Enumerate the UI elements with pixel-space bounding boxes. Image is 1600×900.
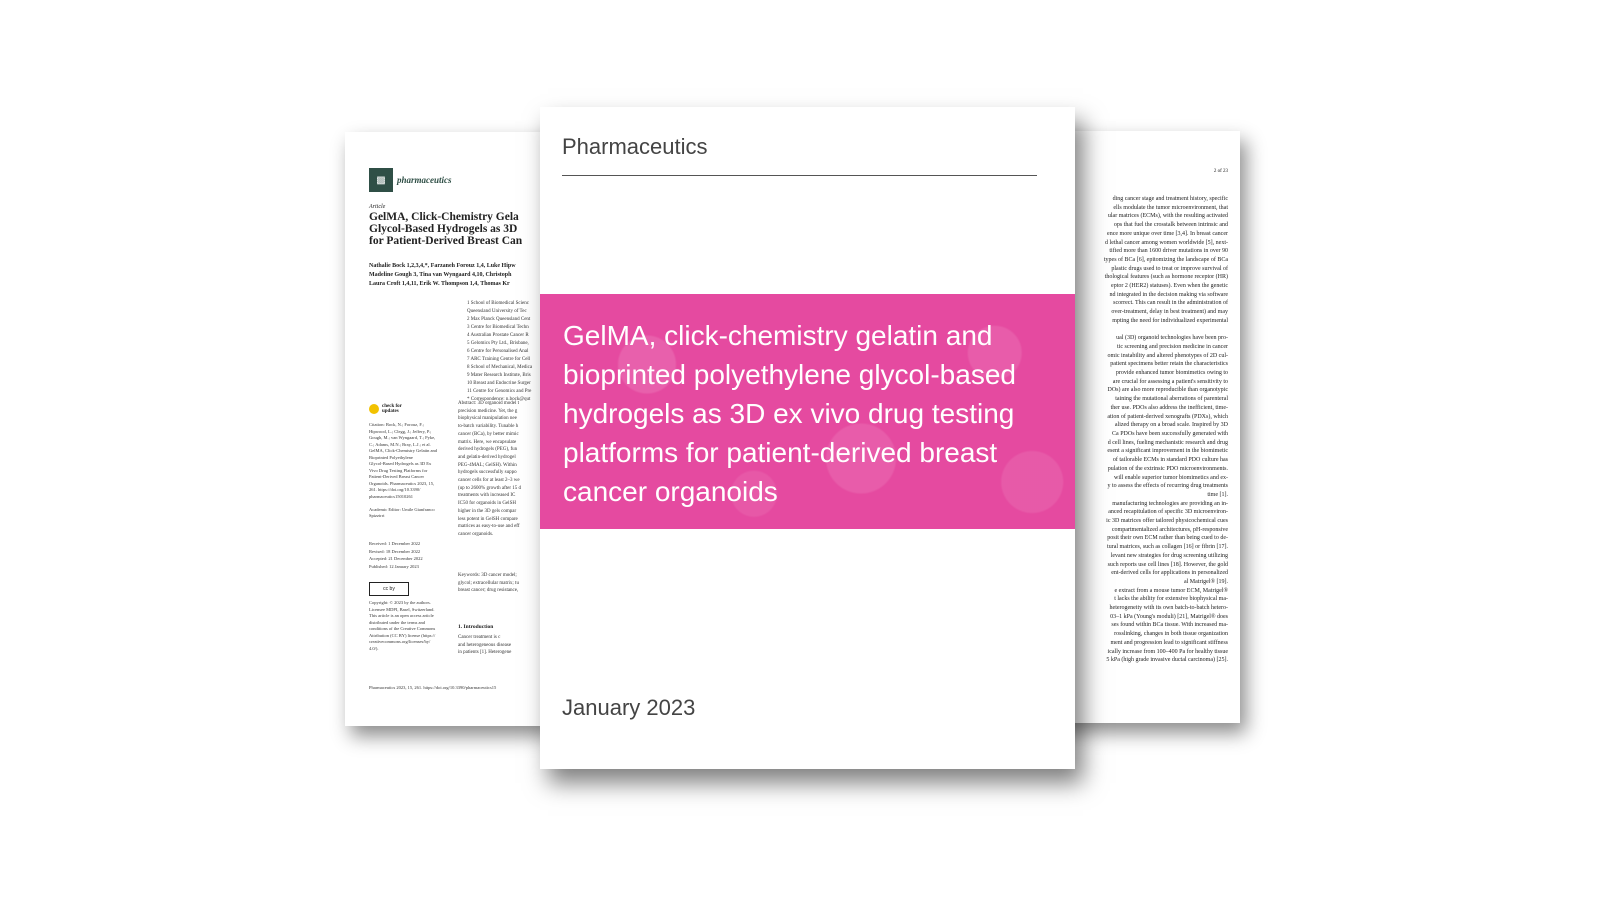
check-updates-icon bbox=[369, 404, 379, 414]
cover-title: GelMA, click-chemistry gelatin and bioprinted polyethylene glycol-based hydrogels as 3D ex vivo drug testing platforms for patient-derived breast cancer organoids bbox=[563, 320, 1016, 507]
keywords: Keywords: 3D cancer model; glycol; extracellular matrix; tu breast cancer; drug resistance, bbox=[458, 573, 519, 594]
journal-name: pharmaceutics bbox=[397, 175, 452, 185]
citation-block: Citation: Bock, N.; Forouz, F.; Hipwood, L.; Clegg, J.; Jeffery, P.; Gough, M.; van Wyngaard, T.; Pyke, C.; Adams, M.N.; Bray, L.J.; et al. GelMA, Click-Chemistry Gelatin and Bioprinted Polyethylene Glycol-Based Hydrogels as 3D Ex Vivo Drug Testing Platforms for Patient-Derived Breast Cancer Organoids. Pharmaceutics 2023, 15, 261. https://doi.org/10.3390/ pharmaceutics15010261 Academic Editor: Umile Gianfranco Spizzirri bbox=[369, 422, 437, 518]
paper-title: GelMA, Click-Chemistry Gela Glycol-Based Hydrogels as 3D for Patient-Derived Breast Can bbox=[369, 211, 523, 247]
cover-divider bbox=[562, 175, 1037, 176]
page-number: 2 of 23 bbox=[1213, 169, 1228, 174]
affiliations: 1 School of Biomedical Scienc Queensland University of Tec 2 Max Planck Queensland Cent 3 Centre for Biomedical Techn 4 Australian Prostate Cancer R 5 Gelomics Pty Ltd., Brisbane, 6 Centre for Personalised Anal 7 ARC Training Centre for Cell 8 School of Mechanical, Medica 9 Mater Research Institute, Bris 10 Breast and Endocrine Surger 11 Centre for Genomics and Pre * Correspondence: n.bock@qut bbox=[467, 301, 533, 402]
footer-citation: Pharmaceutics 2023, 15, 261. https://doi.org/10.3390/pharmaceutics15 bbox=[369, 685, 497, 690]
cc-license-badge: cc by bbox=[369, 582, 409, 596]
publication-dates: Received: 1 December 2022 Revised: 18 December 2022 Accepted: 21 December 2022 Published: 12 January 2023 bbox=[369, 541, 423, 569]
body-text: ding cancer stage and treatment history, specific ells modulate the tumor microenvironment, that ular matrices (ECMs), with the resulting activated ops that fuel the crosstalk between intrinsic and ence more unique over time [3,4]. In breast cancer d lethal cancer among women worldwide [5], next- tified more than 1600 driver mutations in over 90 types of BCa [6], epitomizing the landscape of BCa plastic drugs used to treat or improve survival of thological features (such as hormone receptor (HR) eptor 2 (HER2) statuses). Even when the genetic nd integrated in the decision making via software scorrect. This can result in the administration of over-treatment, delay in best treatment) and may mpting the need for individualized experimental ual (3D) organoid technologies have been pro- tic screening and precision medicine in cancer omic instability and altered phenotypes of 2D cul- patient specimens better retain the characteristics provide enhanced tumor biomimetics owing to are crucial for assessing a patient's sensitivity to DOs) are also more reproducible than organotypic taining the mutational aberrations of parenteral ther use. PDOs also address the inefficient, time- ation of patient-derived xenografts (PDXs), which alized therapy on a broad scale. Inspired by 3D Ca PDOs have been successfully generated with d cell lines, fueling mechanistic research and drug esent a significant improvement in the biomimetic of tailorable ECMs in standard PDO culture has pulation of the extrinsic PDO microenvironments. will enable superior tumor biomimetics and ex- y to assess the effects of recurring drug treatments time [1]. manufacturing technologies are providing an in- anced recapitulation of specific 3D microenviron- ic 3D matrices offer tailored physicochemical cues compartmentalized architectures, pH-responsive posit their own ECM rather than being cued to de- tural matrices, such as collagen [16] or fibrin [17]. levant new strategies for drug screening utilizing such reports use cell lines [18]. However, the gold ent-derived cells for applications in personalized al Matrigel® [19]. e extract from a mouse tumor ECM, Matrigel® t lacks the ability for extensive biophysical ma- heterogeneity with its own batch-to-batch hetero- 03–1 kPa (Young's moduli) [21], Matrigel® does ses found within BCa tissue. With increased ma- rosslinking, changes in both tissue organization ment and progression lead to significant stiffness ically increase from 100–400 Pa for healthy tissue 5 kPa (high grade invasive ductal carcinoma) [25]. bbox=[1103, 196, 1228, 664]
journal-logo bbox=[369, 168, 452, 192]
cover-date: January 2023 bbox=[562, 695, 696, 720]
article-type: Article bbox=[369, 204, 386, 210]
introduction-text: Cancer treatment is c and heterogeneous disease in patients [1]. Heterogene bbox=[458, 635, 512, 656]
article-first-page bbox=[345, 132, 550, 726]
abstract: Abstract: 3D organoid model t precision medicine. Yet, the g biophysical manipulation nee to-batch variability. Tunable h cancer (BCa), by better mimic matrix. Here, we encapsulate derived hydrogels (PEG), fun and gelatin-derived hydrogel PEG-4MAL; GelSH). Within hydrogels successfully suppo cancer cells for at least 2–3 we (up to 2600% growth after 15 d treatments with increased IC IC50 for organoids in GelSH higher in the 3D gels compar less potent in GelSH compare matrices as easy-to-use and eff cancer organoids. bbox=[458, 401, 522, 537]
cover-page bbox=[540, 107, 1075, 769]
check-updates-label: check for updates bbox=[382, 404, 402, 414]
journal-logo-icon: ▩ bbox=[369, 168, 393, 192]
copyright-notice: Copyright: © 2023 by the authors. Licensee MDPI, Basel, Switzerland. This article is an open access article distributed under the terms and conditions of the Creative Commons Attribution (CC BY) license (https:// creativecommons.org/licenses/by/ 4.0/). bbox=[369, 600, 436, 651]
introduction-heading: 1. Introduction bbox=[458, 624, 494, 630]
title-band bbox=[540, 294, 1075, 529]
cover-journal-name: Pharmaceutics bbox=[562, 134, 708, 159]
paper-authors: Nathalie Bock 1,2,3,4,*, Farzaneh Forouz 1,4, Luke Hipw Madeline Gough 3, Tina van Wyngaard 4,10, Christoph Laura Croft 1,4,11, Erik W. Thompson 1,4, Thomas Kr bbox=[369, 263, 516, 287]
check-updates-badge bbox=[369, 404, 402, 414]
